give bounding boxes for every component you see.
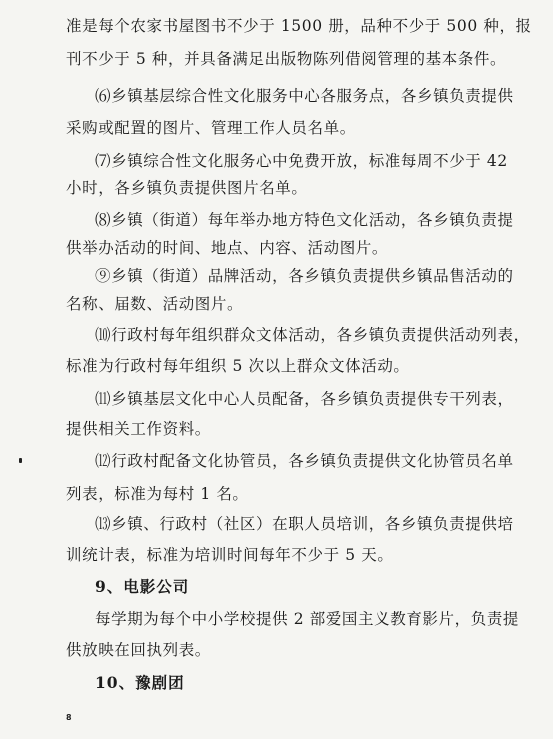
paragraph-12-line-1: ⑿行政村配备文化协管员，各乡镇负责提供文化协管员名单 (95, 452, 514, 470)
section-heading-opera-troupe: 10、豫剧团 (95, 673, 185, 692)
section-heading-film-company: 9、电影公司 (95, 577, 190, 596)
paragraph-8-line-1: ⑻乡镇（街道）每年举办地方特色文化活动，各乡镇负责提 (95, 211, 514, 229)
paragraph-12-line-2: 列表，标准为每村 1 名。 (66, 485, 249, 503)
paragraph-6-line-1: ⑹乡镇基层综合性文化服务中心各服务点，各乡镇负责提供 (95, 87, 514, 105)
paragraph-7-line-1: ⑺乡镇综合性文化服务心中免费开放，标准每周不少于 42 (95, 152, 508, 170)
paragraph-10-line-2: 标准为行政村每年组织 5 次以上群众文体活动。 (66, 357, 410, 375)
paragraph-6-line-2: 采购或配置的图片、管理工作人员名单。 (66, 119, 356, 137)
film-paragraph-line-1: 每学期为每个中小学校提供 2 部爱国主义教育影片，负责提 (95, 610, 520, 628)
paragraph-11-line-2: 提供相关工作资料。 (66, 420, 211, 438)
paragraph-8-line-2: 供举办活动的时间、地点、内容、活动图片。 (66, 239, 389, 257)
paragraph-11-line-1: ⑾乡镇基层文化中心人员配备，各乡镇负责提供专干列表， (95, 390, 514, 408)
paragraph-13-line-1: ⒀乡镇、行政村（社区）在职人员培训，各乡镇负责提供培 (95, 515, 514, 533)
paragraph-13-line-2: 训统计表，标准为培训时间每年不少于 5 天。 (66, 546, 394, 564)
scan-speck (19, 458, 22, 463)
paragraph-0-line-1: 准是每个农家书屋图书不少于 1500 册，品种不少于 500 种，报 (66, 17, 532, 35)
paragraph-10-line-1: ⑽行政村每年组织群众文体活动，各乡镇负责提供活动列表， (95, 326, 530, 344)
paragraph-7-line-2: 小时，各乡镇负责提供图片名单。 (66, 179, 308, 197)
paragraph-0-line-2: 刊不少于 5 种，并具备满足出版物陈列借阅管理的基本条件。 (66, 50, 507, 68)
paragraph-9-line-1: ⑨乡镇（街道）品牌活动，各乡镇负责提供乡镇品售活动的 (95, 267, 514, 285)
film-paragraph-line-2: 供放映在回执列表。 (66, 641, 211, 659)
paragraph-9-line-2: 名称、届数、活动图片。 (66, 295, 244, 313)
page-number: 8 (66, 713, 72, 722)
